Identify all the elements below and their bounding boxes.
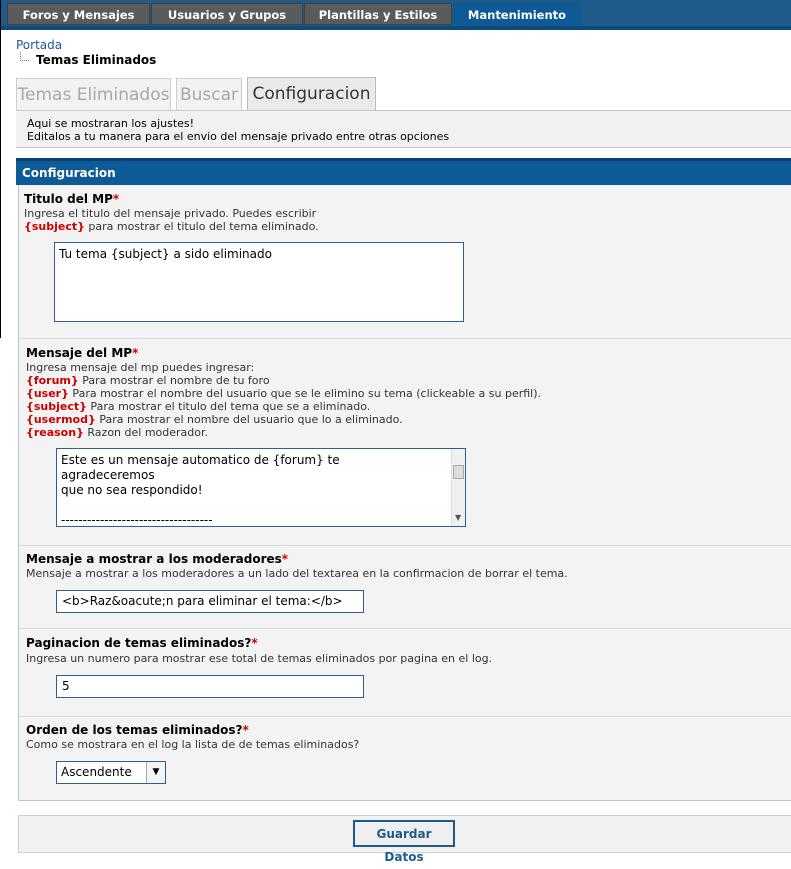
token-user: {user} Para mostrar el nombre del usuario que se le elimino su tema (clickeable a su perfil). <box>26 387 542 400</box>
mensaje-line-1: Este es un mensaje automatico de {forum} te <box>61 453 340 467</box>
orden-select[interactable] <box>56 761 166 784</box>
orden-label: Orden de los temas eliminados?* <box>26 723 249 737</box>
moderadores-input[interactable]: <b>Raz&oacute;n para eliminar el tema:</b> <box>56 590 364 613</box>
orden-selected-value: Ascendente <box>61 765 132 779</box>
left-border-line <box>0 0 1 338</box>
mensaje-line-5: ----------------------------------- <box>61 513 213 527</box>
titulo-textarea[interactable]: Tu tema {subject} a sido eliminado <box>54 242 464 322</box>
scrollbar-thumb[interactable] <box>453 465 464 479</box>
breadcrumb-tree-line <box>20 52 29 61</box>
subtab-configuracion[interactable]: Configuracion <box>247 77 376 111</box>
orden-description: Como se mostrara en el log la lista de de temas eliminados? <box>26 738 360 751</box>
paginacion-input[interactable]: 5 <box>56 675 364 698</box>
info-line-1: Aqui se mostraran los ajustes! <box>27 117 195 130</box>
token-reason: {reason} Razon del moderador. <box>26 426 208 439</box>
info-line-2: Editalos a tu manera para el envio del mensaje privado entre otras opciones <box>27 130 450 143</box>
tab-foros-y-mensajes[interactable]: Foros y Mensajes <box>7 3 150 25</box>
mensaje-textarea[interactable] <box>56 448 466 527</box>
mensaje-description: Ingresa mensaje del mp puedes ingresar: {forum} Para mostrar el nombre de tu foro {user} Para mostrar el nombre del usuario que se le elimino su tema (clickeable a su perfil). {subject} Para mostrar el titulo del tema que se a eliminado. {usermod} Para mostrar el nombre del usuario que lo a eliminado. {reason} Razon del moderador. <box>26 361 542 439</box>
tab-usuarios-y-grupos[interactable]: Usuarios y Grupos <box>151 3 303 25</box>
guardar-datos-button[interactable]: Guardar Datos <box>353 820 455 847</box>
mensaje-label: Mensaje del MP* <box>26 346 139 360</box>
breadcrumb-home-link[interactable]: Portada <box>16 38 63 52</box>
top-navigation <box>0 0 791 30</box>
panel-title: Configuracion <box>16 158 791 185</box>
token-subject: {subject} Para mostrar el titulo del tema que se a eliminado. <box>26 400 371 413</box>
chevron-down-icon[interactable]: ▼ <box>146 762 165 783</box>
token-usermod: {usermod} Para mostrar el nombre del usuario que lo a eliminado. <box>26 413 403 426</box>
paginacion-label: Paginacion de temas eliminados?* <box>26 636 258 650</box>
token-forum: {forum} Para mostrar el nombre de tu foro <box>26 374 270 387</box>
moderadores-description: Mensaje a mostrar a los moderadores a un lado del textarea en la confirmacion de borrar el tema. <box>26 567 568 580</box>
mensaje-scrollbar[interactable] <box>451 449 465 526</box>
subtab-buscar[interactable]: Buscar <box>176 78 242 110</box>
mensaje-line-2: agradeceremos <box>61 468 155 482</box>
subtab-temas-eliminados[interactable]: Temas Eliminados <box>16 78 171 110</box>
moderadores-label: Mensaje a mostrar a los moderadores* <box>26 552 289 566</box>
paginacion-description: Ingresa un numero para mostrar ese total de temas eliminados por pagina en el log. <box>26 652 493 665</box>
titulo-label: Titulo del MP* <box>24 192 120 206</box>
breadcrumb-current: Temas Eliminados <box>36 53 157 67</box>
scroll-down-icon[interactable]: ▼ <box>455 513 462 522</box>
info-box <box>16 110 791 148</box>
titulo-description: Ingresa el titulo del mensaje privado. Puedes escribir {subject} para mostrar el titulo del tema eliminado. <box>24 207 319 233</box>
tab-mantenimiento[interactable]: Mantenimiento <box>453 3 581 25</box>
tab-plantillas-y-estilos[interactable]: Plantillas y Estilos <box>304 3 452 25</box>
mensaje-line-4 <box>61 498 447 513</box>
mensaje-line-3: que no sea respondido! <box>61 483 203 497</box>
